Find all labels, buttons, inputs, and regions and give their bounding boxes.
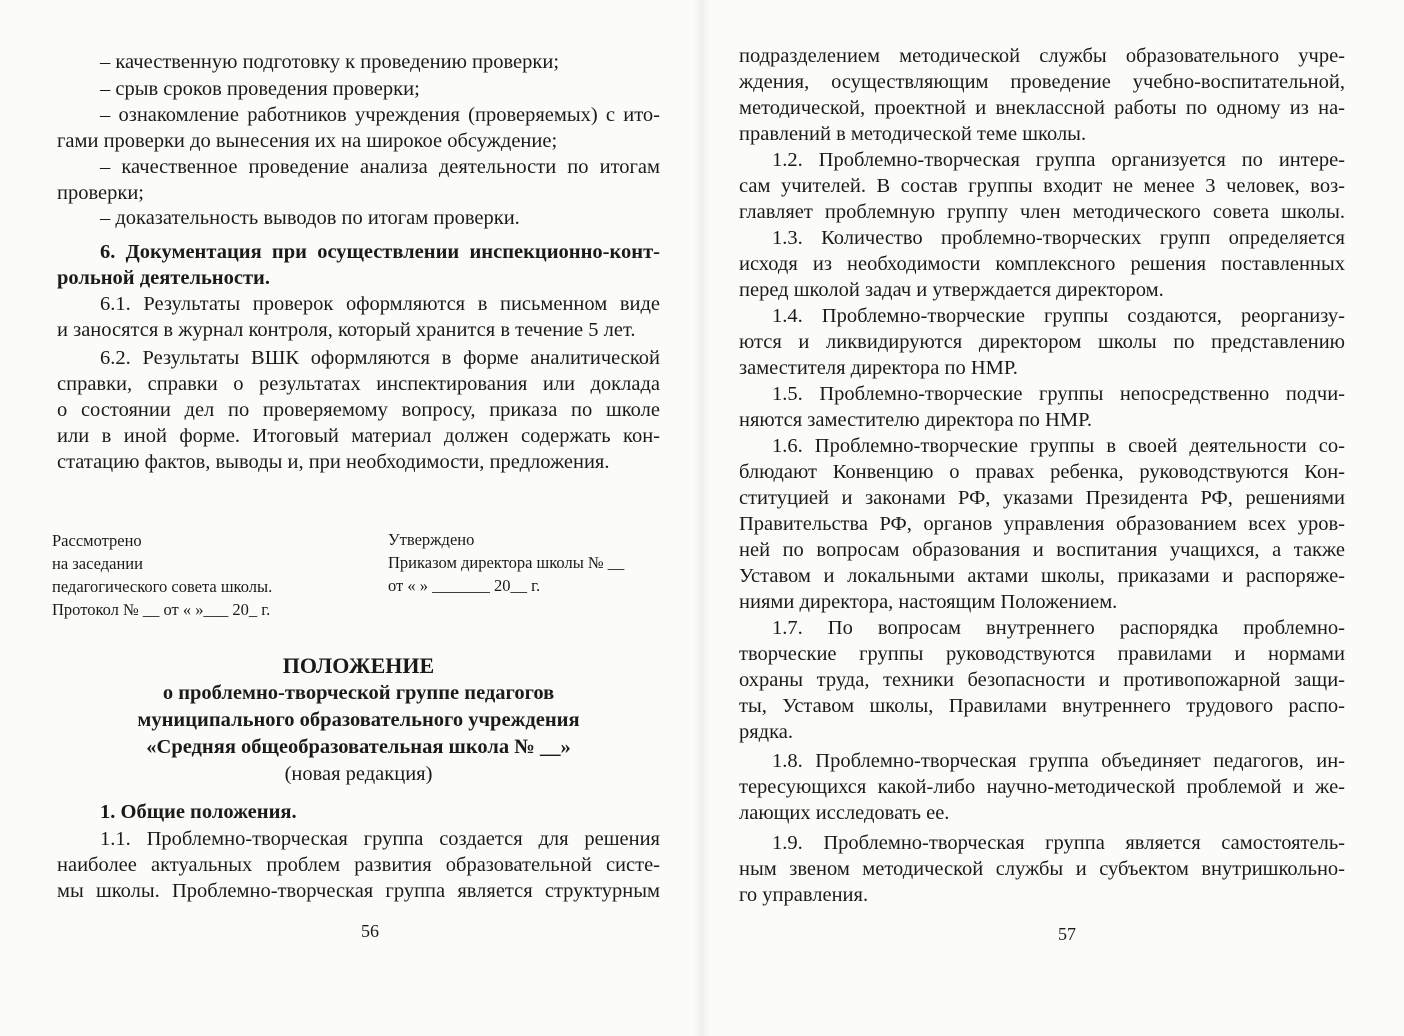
paragraph-line: 6.2. Результаты ВШК оформляются в форме аналитической — [100, 347, 660, 369]
paragraph-line: сам учителей. В состав группы входит не менее 3 человек, воз- — [739, 175, 1345, 197]
paragraph-line: охраны труда, техники безопасности и противопожарной защи- — [739, 669, 1345, 691]
list-line: – доказательность выводов по итогам проверки. — [100, 207, 520, 229]
paragraph-line: 1.8. Проблемно-творческая группа объединяет педагогов, ин- — [772, 750, 1345, 772]
paragraph-line: заместителя директора по НМР. — [739, 357, 1018, 379]
paragraph-line: 1.1. Проблемно-творческая группа создается для решения — [100, 828, 660, 850]
paragraph-line: или в иной форме. Итоговый материал должен содержать кон- — [57, 425, 660, 447]
paragraph-line: ниями директора, настоящим Положением. — [739, 591, 1118, 613]
page-number: 57 — [1058, 924, 1076, 944]
paragraph-line: справки, справки о результатах инспектирования или доклада — [57, 373, 660, 395]
approval-considered: Протокол № __ от « »___ 20_ г. — [52, 600, 271, 619]
paragraph-line: ются и ликвидируются директором школы по представлению — [739, 331, 1345, 353]
paragraph-line: рядка. — [739, 721, 793, 743]
approval-considered: Рассмотрено — [52, 531, 142, 550]
paragraph-line: 1.9. Проблемно-творческая группа является самостоятель- — [772, 832, 1345, 854]
paragraph-line: блюдают Конвенцию о правах ребенка, руководствуются Кон- — [739, 461, 1345, 483]
list-line: – качественное проведение анализа деятельности по итогам — [100, 156, 660, 178]
paragraph-line: го управления. — [739, 884, 869, 906]
document-subtitle: о проблемно-творческой группе педагогов — [162, 682, 555, 704]
approval-approved: Утверждено — [388, 530, 475, 549]
paragraph-line: методической, проектной и внеклассной работы по одному из на- — [739, 97, 1345, 119]
paragraph-line: исходя из необходимости комплексного решения поставленных — [739, 253, 1345, 275]
paragraph-line: 1.6. Проблемно-творческие группы в своей деятельности со- — [772, 435, 1345, 457]
section-heading: 1. Общие положения. — [100, 801, 297, 823]
paragraph-line: о состоянии дел по проверяемому вопросу, приказа по школе — [57, 399, 660, 421]
page-number: 56 — [361, 921, 379, 941]
list-line: проверки; — [57, 182, 145, 204]
paragraph-line: подразделением методической службы образовательного учре- — [739, 45, 1345, 67]
approval-considered: педагогического совета школы. — [52, 577, 273, 596]
paragraph-line: наиболее актуальных проблем развития образовательной систе- — [57, 854, 660, 876]
paragraph-line: 1.7. По вопросам внутреннего распорядка проблемно- — [772, 617, 1345, 639]
paragraph-line: лающих исследовать ее. — [739, 802, 950, 824]
paragraph-line: ституцией и законами РФ, указами Президента РФ, решениями — [739, 487, 1345, 509]
paragraph-line: ждения, осуществляющим проведение учебно-воспитательной, — [739, 71, 1345, 93]
document-subtitle: «Средняя общеобразовательная школа № __» — [146, 736, 571, 758]
document-edition: (новая редакция) — [284, 763, 433, 785]
document-title: ПОЛОЖЕНИЕ — [282, 653, 435, 678]
paragraph-line: и заносятся в журнал контроля, который хранится в течение 5 лет. — [57, 319, 636, 341]
paragraph-line: 1.4. Проблемно-творческие группы создаются, реорганизу- — [772, 305, 1345, 327]
list-line: гами проверки до вынесения их на широкое обсуждение; — [57, 130, 558, 152]
paragraph-line: ным звеном методической службы и субъектом внутришкольно- — [739, 858, 1345, 880]
paragraph-line: творческие группы руководствуются правилами и нормами — [739, 643, 1345, 665]
paragraph-line: ней по вопросам образования и воспитания учащихся, а также — [739, 539, 1345, 561]
paragraph-line: Правительства РФ, органов управления образованием всех уров- — [739, 513, 1345, 535]
paragraph-line: 1.2. Проблемно-творческая группа организуется по интере- — [772, 149, 1345, 171]
paragraph-line: мы школы. Проблемно-творческая группа является структурным — [57, 880, 660, 902]
paragraph-line: тересующихся какой-либо научно-методической проблемой и же- — [739, 776, 1345, 798]
paragraph-line: Уставом и локальными актами школы, приказами и распоряже- — [739, 565, 1345, 587]
paragraph-line: ты, Уставом школы, Правилами внутреннего трудового распо- — [739, 695, 1345, 717]
approval-approved: от « » _______ 20__ г. — [388, 576, 541, 595]
document-subtitle: муниципального образовательного учреждения — [137, 709, 580, 731]
paragraph-line: 1.3. Количество проблемно-творческих групп определяется — [772, 227, 1345, 249]
paragraph-line: перед школой задач и утверждается директором. — [739, 279, 1164, 301]
approval-considered: на заседании — [52, 554, 143, 573]
list-line: – срыв сроков проведения проверки; — [100, 78, 420, 100]
paragraph-line: няются заместителю директора по НМР. — [739, 409, 1093, 431]
section-heading: рольной деятельности. — [57, 267, 270, 289]
right-page — [702, 0, 1404, 1036]
paragraph-line: главляет проблемную группу член методического совета школы. — [739, 201, 1345, 223]
list-line: – ознакомление работников учреждения (проверяемых) с ито- — [100, 104, 660, 126]
paragraph-line: правлений в методической теме школы. — [739, 123, 1087, 145]
paragraph-line: 1.5. Проблемно-творческие группы непосредственно подчи- — [772, 383, 1345, 405]
paragraph-line: статацию фактов, выводы и, при необходимости, предложения. — [57, 451, 610, 473]
list-line: – качественную подготовку к проведению проверки; — [100, 51, 560, 73]
section-heading: 6. Документация при осуществлении инспекционно-конт- — [100, 241, 660, 263]
approval-approved: Приказом директора школы № __ — [388, 553, 625, 572]
paragraph-line: 6.1. Результаты проверок оформляются в письменном виде — [100, 293, 660, 315]
